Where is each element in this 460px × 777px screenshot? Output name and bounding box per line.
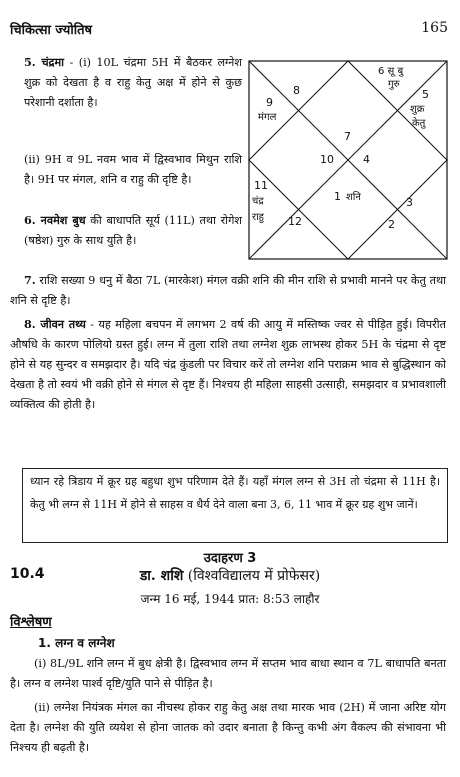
section-title bbox=[0, 566, 460, 585]
para-5-heading: 5. चंद्रमा bbox=[24, 55, 65, 69]
para-8-heading: 8. जीवन तथ्य bbox=[24, 317, 86, 331]
para-7-heading: 7. bbox=[24, 273, 36, 287]
analysis-point-1: (i) 8L/9L शनि लग्न में बुध क्षेत्री है। द्विस्वभाव लग्न में सप्तम भाव बाधा स्थान व 7L बाधापति बनता है। लग्न व लग्नेश पार्श्व दृष्टि/युति पाने से पीड़ित है। bbox=[10, 657, 446, 690]
house-9-number: 9 bbox=[266, 96, 273, 109]
house-9-planet: मंगल bbox=[258, 112, 277, 123]
para-8 bbox=[10, 314, 446, 415]
page-number: 165 bbox=[421, 20, 448, 36]
house-11-planet-2: राहु bbox=[252, 212, 264, 223]
para-5-text: - (i) 10L चंद्रमा 5H में बैठकर लग्नेश शुक्र को देखता है व राहु केतु अक्ष में होने से कुछ परेशानी दर्शाता है। bbox=[24, 56, 242, 109]
para-5 bbox=[24, 52, 242, 113]
subheading-lagna: 1. लग्न व लग्नेश bbox=[38, 636, 115, 650]
para-6-heading: 6. नवमेश बुध bbox=[24, 213, 86, 227]
house-5-number: 5 bbox=[422, 88, 429, 101]
house-12: 12 bbox=[288, 215, 302, 228]
analysis-point-2: (ii) लग्नेश नियंत्रक मंगल का नीचस्थ होकर राहु केतु अक्ष तथा मारक भाव (2H) में जाना अरिष्ट योग देता है। लग्नेश की युति व्ययेश से होना जातक को उदार बनाता है किन्तु कभी अंग वैकल्प की संभावना भी निश्चय ही बढ़ती है। bbox=[10, 701, 446, 754]
example-heading: उदाहरण 3 bbox=[203, 551, 257, 566]
house-10: 10 bbox=[320, 153, 334, 166]
analysis-heading: विश्लेषण bbox=[10, 615, 52, 630]
section-person-role: (विश्वविद्यालय में प्रोफेसर) bbox=[183, 568, 321, 584]
para-7-text: राशि सख्या 9 धनु में बैठा 7L (मारकेश) मंगल वक्री शनि की मीन राशि से प्रभावी मानने पर केतु तथा शनि से दृष्टि है। bbox=[10, 274, 446, 307]
section-person-name: डा. शशि bbox=[139, 568, 184, 584]
section-number: 10.4 bbox=[10, 566, 45, 582]
house-2: 2 bbox=[388, 218, 395, 231]
house-6-line1: 6 सू बु bbox=[378, 66, 404, 77]
house-11-number: 11 bbox=[254, 179, 268, 192]
para-7 bbox=[10, 270, 446, 311]
house-1-planet: शनि bbox=[346, 192, 361, 203]
house-1-number: 1 bbox=[334, 190, 341, 203]
note-box-text: ध्यान रहे त्रिडाय में क्रूर ग्रह बहुधा शुभ परिणाम देते हैं। यहाँ मंगल लग्न से 3H तो चंद्रमा से 11H है। केतु भी लग्न से 11H में होने से साहस व धैर्य देने वाला बना 3, 6, 11 भाव में क्रूर ग्रह शुभ जानें। bbox=[30, 475, 440, 511]
house-8: 8 bbox=[293, 84, 300, 97]
house-3: 3 bbox=[406, 196, 413, 209]
house-5-planet-1: शुक्र bbox=[410, 104, 425, 115]
para-5b: (ii) 9H व 9L नवम भाव में द्विस्वभाव मिथुन राशि है। 9H पर मंगल, शनि व राहु की दृष्टि है। bbox=[24, 153, 242, 186]
house-11-planet-1: चंद्र bbox=[252, 196, 264, 207]
para-6 bbox=[24, 210, 242, 251]
house-4: 4 bbox=[363, 153, 370, 166]
page-header-title: चिकित्सा ज्योतिष bbox=[10, 23, 93, 38]
birth-details: जन्म 16 मई, 1944 प्रात: 8:53 लाहौर bbox=[140, 592, 320, 606]
house-6-line2: गुरु bbox=[388, 79, 400, 90]
para-8-text: - यह महिला बचपन में लगभग 2 वर्ष की आयु में मस्तिष्क ज्वर से पीड़ित हुई। विपरीत औषधि के कारण पोलियो ग्रस्त हुई। लग्न में तुला राशि तथा लग्नेश शुक्र लाभस्थ होकर 5H के चंद्रमा से दृष्ट होने से यह सुन्दर व समझदार है। यदि चंद्र कुंडली पर विचार करें तो लग्नेश शनि पराक्रम भाव से बुद्धिस्थान को देखता है तो स्वयं भी वक्री होने से मंगल से दृष्ट हैं। निश्चय ही महिला साहसी उत्साही, समझदार व प्रभावशाली व्यक्तित्व की होती है। bbox=[10, 318, 446, 411]
para-6-text: की बाधापति सूर्य (11L) तथा रोगेश (षष्ठेश) गुरु के साथ युति है। bbox=[24, 214, 242, 247]
birth-chart-diagram bbox=[248, 60, 448, 260]
house-5-planet-2: केतु bbox=[412, 118, 426, 129]
house-7: 7 bbox=[344, 130, 351, 143]
